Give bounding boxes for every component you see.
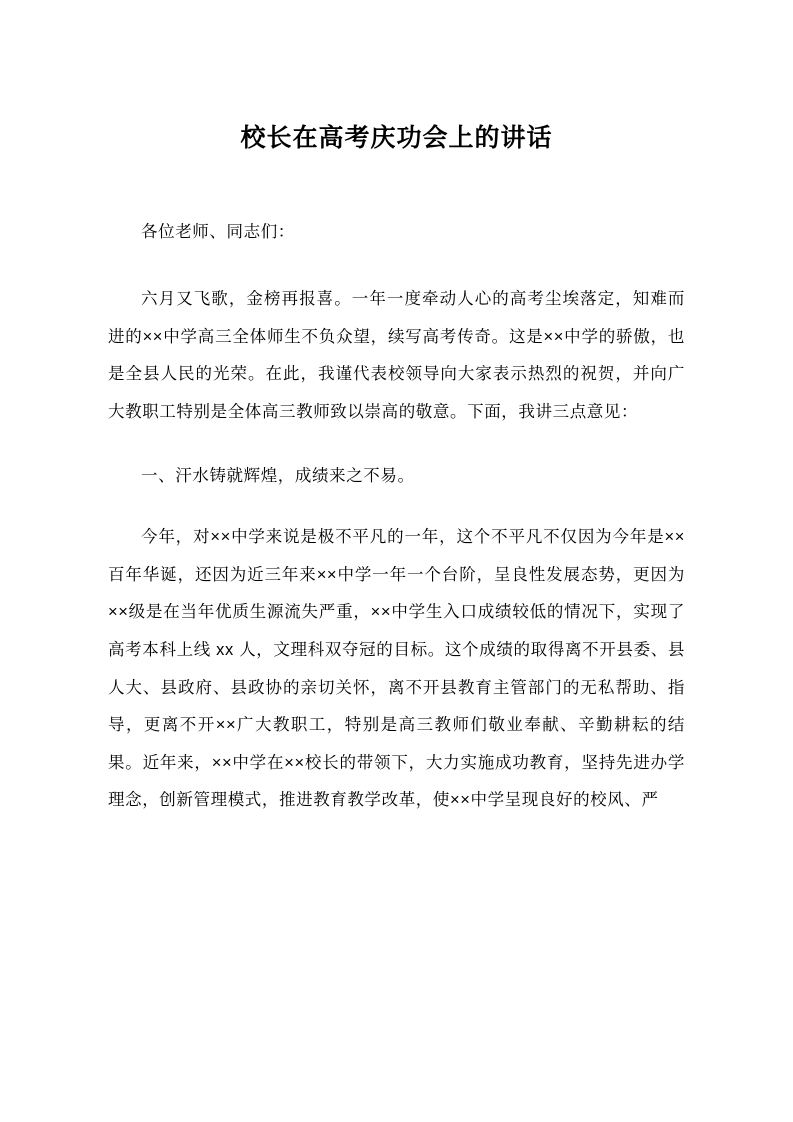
page-title: 校长在高考庆功会上的讲话: [240, 124, 553, 152]
paragraph-section-heading-one: 一、汗水铸就辉煌，成绩来之不易。: [141, 466, 415, 485]
paragraph-salutation: 各位老师、同志们：: [141, 222, 295, 241]
document-body: [108, 214, 685, 821]
paragraph-section-one-body: 今年，对××中学来说是极不平凡的一年，这个不平凡不仅因为今年是××百年华诞，还因为近三年来××中学一年一个台阶，呈良性发展态势，更因为××级是在当年优质生源流失严重，××中学生入口成绩较低的情况下，实现了高考本科上线 xx 人，文理科双夺冠的目标。这个成绩的取得离不开县委、县人大、县政府、县政协的亲切关怀，离不开县教育主管部门的无私帮助、指导，更离不开××广大教职工，特别是高三教师们敬业奉献、辛勤耕耘的结果。近年来，××中学在××校长的带领下，大力实施成功教育，坚持先进办学理念，创新管理模式，推进教育教学改革，使××中学呈现良好的校风、严: [108, 528, 685, 810]
paragraph-intro: 六月又飞歌，金榜再报喜。一年一度牵动人心的高考尘埃落定，知难而进的××中学高三全体师生不负众望，续写高考传奇。这是××中学的骄傲，也是全县人民的光荣。在此，我谨代表校领导向大家表示热烈的祝贺，并向广大教职工特别是全体高三教师致以崇高的敬意。下面，我讲三点意见：: [108, 290, 685, 421]
